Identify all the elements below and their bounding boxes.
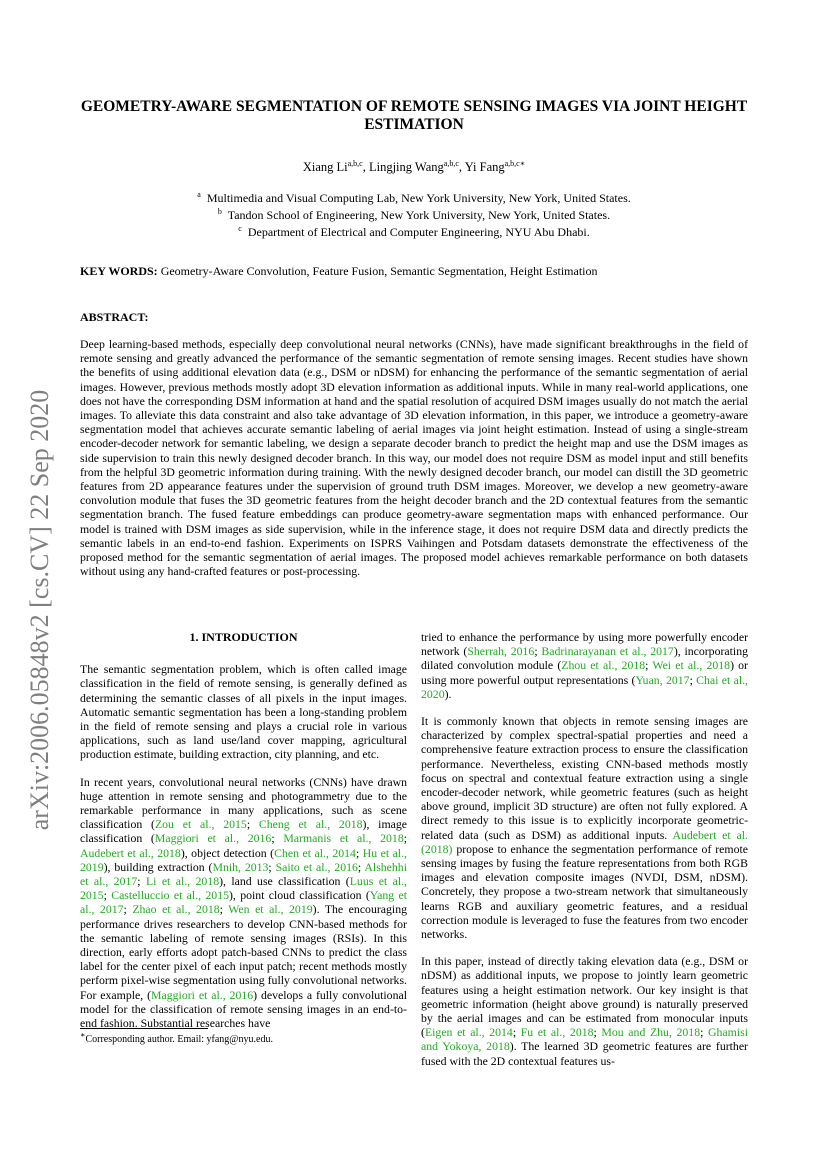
right-column [421, 630, 748, 1081]
citation-link[interactable]: Wen et al., 2019 [228, 902, 313, 917]
paragraph-text: ), land use classification ( [219, 874, 350, 889]
citation-link[interactable]: Eigen et al., 2014 [424, 1025, 513, 1040]
citation-link[interactable]: Badrinarayanan et al., 2017 [541, 644, 674, 659]
citation-link[interactable]: Mou and Zhu, 2018 [601, 1025, 701, 1040]
citation-link[interactable]: Audebert et al. (2018) [421, 827, 748, 856]
citation-link[interactable]: Zhou et al., 2018 [561, 658, 646, 673]
body-paragraph [421, 630, 748, 701]
citation-link[interactable]: Hu et al., 2019 [80, 845, 407, 874]
paragraph-text: ; [355, 845, 363, 860]
citation-link[interactable]: Zou et al., 2015 [154, 817, 247, 832]
citation-link[interactable]: Luus et al., 2015 [80, 874, 407, 903]
paragraph-text: ; [268, 859, 276, 874]
affiliation-list [80, 190, 748, 241]
citation-link[interactable]: Fu et al., 2018 [520, 1025, 594, 1040]
author-name: Xiang Li [302, 160, 348, 174]
citation-link[interactable]: Zhao et al., 2018 [132, 902, 220, 917]
paper-title: GEOMETRY-AWARE SEGMENTATION OF REMOTE SENSING IMAGES VIA JOINT HEIGHT ESTIMATION [80, 98, 748, 133]
section-heading: 1. INTRODUCTION [189, 630, 298, 644]
keywords-text: Geometry-Aware Convolution, Feature Fusion, Semantic Segmentation, Height Estimation [160, 264, 598, 278]
citation-link[interactable]: Ghamisi and Yokoya, 2018 [421, 1025, 748, 1054]
paragraph-text: In recent years, convolutional neural networks (CNNs) have drawn huge attention in remote sensing and photogrammetry due to the remarkable performance in many applications, such as scene classification ( [80, 774, 407, 832]
citation-link[interactable]: Chen et al., 2014 [274, 845, 356, 860]
citation-link[interactable]: Chai et al., 2020 [421, 672, 748, 701]
arxiv-identifier: arXiv:2006.05848v2 [cs.CV] 22 Sep 2020 [25, 389, 54, 831]
citation-link[interactable]: Li et al., 2018 [145, 874, 220, 889]
citation-link[interactable]: Sherrah, 2016 [467, 644, 535, 659]
citation-link[interactable]: Castelluccio et al., 2015 [111, 888, 229, 903]
arxiv-sidebar-stamp [22, 360, 58, 860]
footnote-rule [80, 1028, 208, 1029]
affiliation-mark: a [197, 190, 201, 199]
body-paragraph [421, 954, 748, 1068]
paragraph-text: ). The encouraging performance drives researchers to develop CNN-based methods for the semantic labeling of remote sensing images (RSIs). In this direction, early efforts adopt patch-based CNNs to predict the class label for the center pixel of each input patch; recent methods mostly perform pixel-wise segmentation using fully convolutional networks. For example, ( [80, 902, 407, 1002]
author-affiliation-marks: a,b,c [443, 158, 459, 168]
citation-link[interactable]: Yuan, 2017 [635, 672, 690, 687]
citation-link[interactable]: Wei et al., 2018 [652, 658, 731, 673]
affiliation-mark: b [217, 207, 222, 216]
citation-link[interactable]: Marmanis et al., 2018 [283, 831, 404, 846]
body-paragraph [421, 714, 748, 941]
paragraph-text: ; [512, 1025, 521, 1040]
citation-link[interactable]: Maggiori et al., 2016 [151, 987, 254, 1002]
corresponding-author-mark: ∗ [519, 158, 526, 168]
paragraph-text: ; [357, 859, 365, 874]
citation-link[interactable]: Audebert et al., 2018 [80, 845, 181, 860]
affiliation [80, 190, 748, 207]
paragraph-text: ; [103, 888, 112, 903]
paragraph-text: ; [403, 831, 407, 846]
author-name: Yi Fang [464, 160, 505, 174]
abstract-text: Deep learning-based methods, especially deep convolutional neural networks (CNNs), have made significant breakthroughs in the field of remote sensing and greatly advanced the performance of the semantic segmentation of remote sensing images. Recent studies have shown the benefits of using additional elevation data (e.g., DSM or nDSM) for enhancing the performance of the semantic segmentation of aerial images. However, previous methods mostly adopt 3D elevation information as additional inputs. While in many real-world applications, one does not have the corresponding DSM information at hand and the spatial resolution of acquired DSM images usually do not match the aerial images. To alleviate this data constraint and also take advantage of 3D elevation information, in this paper, we introduce a geometry-aware segmentation model that achieves accurate semantic labeling of aerial images via joint height estimation. Instead of using a single-stream encoder-decoder network for semantic labeling, we design a separate decoder branch to predict the height map and use the DSM images as side supervision to train this newly designed decoder branch. In this way, our model does not require DSM as model input and still benefits from the helpful 3D geometric information during training. With the newly designed decoder branch, our model can distill the 3D geometric features from 2D appearance features under the supervision of ground truth DSM images. Moreover, we develop a new geometry-aware convolution module that fuses the 3D geometric features from the height decoder branch and the 2D contextual features from the semantic segmentation branch. The fused feature embeddings can produce geometry-aware segmentation maps with enhanced performance. Our model is trained with DSM images as side supervision, while in the inference stage, it does not require DSM data and directly predicts the semantic labels in an end-to-end fashion. Experiments on ISPRS Vaihingen and Potsdam datasets demonstrate the effectiveness of the proposed method for the semantic segmentation of aerial images. The proposed model achieves remarkable performance on both datasets without using any hand-crafted features or post-processing. [80, 337, 748, 579]
paragraph-text: ; [689, 672, 697, 687]
affiliation-text: Department of Electrical and Computer Engineering, NYU Abu Dhabi. [247, 225, 590, 239]
paragraph-text: ; [593, 1025, 602, 1040]
keywords-label: KEY WORDS: [80, 264, 158, 278]
left-column [80, 630, 407, 1043]
body-paragraph [80, 775, 407, 1031]
author-list [80, 160, 748, 175]
paragraph-text: ) or using more powerful output representations ( [421, 658, 748, 687]
footnote [80, 1028, 407, 1045]
affiliation [80, 207, 748, 224]
citation-link[interactable]: Alshehhi et al., 2017 [80, 859, 407, 889]
paragraph-text: In this paper, instead of directly taking elevation data (e.g., DSM or nDSM) as additional inputs, we propose to jointly learn geometric features using a height estimation network. Our key insight is that geometric information (height above ground) is naturally preserved by the aerial images and can be estimated from monocular inputs ( [421, 954, 748, 1040]
footnote-text: Corresponding author. Email: yfang@nyu.edu. [85, 1034, 273, 1045]
footnote-mark: ∗ [80, 1030, 86, 1040]
paragraph-text: ). [444, 686, 452, 701]
paragraph-text: ; [137, 874, 146, 889]
affiliation [80, 224, 748, 241]
paragraph-text: tried to enhance the performance by using more powerfully encoder network ( [421, 630, 748, 659]
paragraph-text: propose to enhance the segmentation performance of remote sensing images by fusing the feature representations from both RGB images and elevation composite images (NVDI, DSM, nDSM). Concretely, they propose a two-stream network that simultaneously learns RGB and auxiliary geometric features, and a residual correction module is leveraged to fuse the features from two encoder networks. [421, 841, 748, 942]
paragraph-text: ), building extraction ( [103, 859, 213, 874]
paragraph-text: ) develops a fully convolutional model for the classification of remote sensing images in an end-to-end fashion. Substantial researches have [80, 987, 407, 1031]
paragraph-text: ), incorporating dilated convolution module ( [421, 644, 748, 673]
author-separator: , [362, 160, 369, 174]
paragraph-text: ), object detection ( [180, 845, 275, 860]
citation-link[interactable]: Cheng et al., 2018 [258, 817, 363, 832]
affiliation-mark: c [238, 224, 242, 233]
citation-link[interactable]: Saito et al., 2016 [275, 859, 358, 874]
citation-link[interactable]: Maggiori et al., 2016 [154, 831, 272, 846]
paragraph-text: ), point cloud classification ( [229, 888, 370, 903]
author-name: Lingjing Wang [368, 160, 444, 174]
paragraph-text: ; [123, 902, 133, 917]
paragraph-text: The semantic segmentation problem, which is often called image classification in the field of remote sensing, is generally defined as determining the semantic classes of all pixels in the input images. Automatic semantic segmentation has been a long-standing problem in the field of remote sensing and plays a crucial role in various applications, such as land use/land cover mapping, agricultural production estimate, building extraction, city planning, and etc. [80, 662, 407, 762]
citation-link[interactable]: Yang et al., 2017 [80, 888, 407, 917]
paragraph-text: ; [645, 658, 653, 673]
affiliation-text: Tandon School of Engineering, New York University, New York, United States. [227, 208, 611, 222]
abstract-heading: ABSTRACT: [80, 310, 149, 324]
citation-link[interactable]: Mnih, 2013 [212, 859, 269, 874]
affiliation-text: Multimedia and Visual Computing Lab, New York University, New York, United States. [206, 191, 631, 205]
paragraph-text: ; [534, 644, 542, 659]
paragraph-text: It is commonly known that objects in remote sensing images are characterized by complex spectral-spatial properties and need a comprehensive feature extraction process to ensure the classification performance. Nevertheless, existing CNN-based methods mostly focus on spectral and contextual feature extraction using a single encoder-decoder network, while geometric features (such as height above ground, implicit 3D structure) are often not fully explored. A direct remedy to this issue is to explicitly incorporate geometric-related data (such as DSM) as additional inputs. [421, 714, 748, 842]
author-affiliation-marks: a,b,c [347, 158, 363, 168]
author-affiliation-marks: a,b,c [504, 158, 520, 168]
paragraph-text: ), image classification ( [80, 817, 408, 846]
paragraph-text: ; [219, 902, 229, 917]
paragraph-text: ; [700, 1025, 708, 1040]
author-separator: , [458, 160, 465, 174]
paragraph-text: ; [271, 831, 284, 846]
keywords [80, 264, 748, 279]
paragraph-text: ). The learned 3D geometric features are further fused with the 2D contextual features us- [421, 1039, 748, 1068]
paragraph-text: ; [246, 817, 259, 832]
body-paragraph [80, 662, 407, 761]
